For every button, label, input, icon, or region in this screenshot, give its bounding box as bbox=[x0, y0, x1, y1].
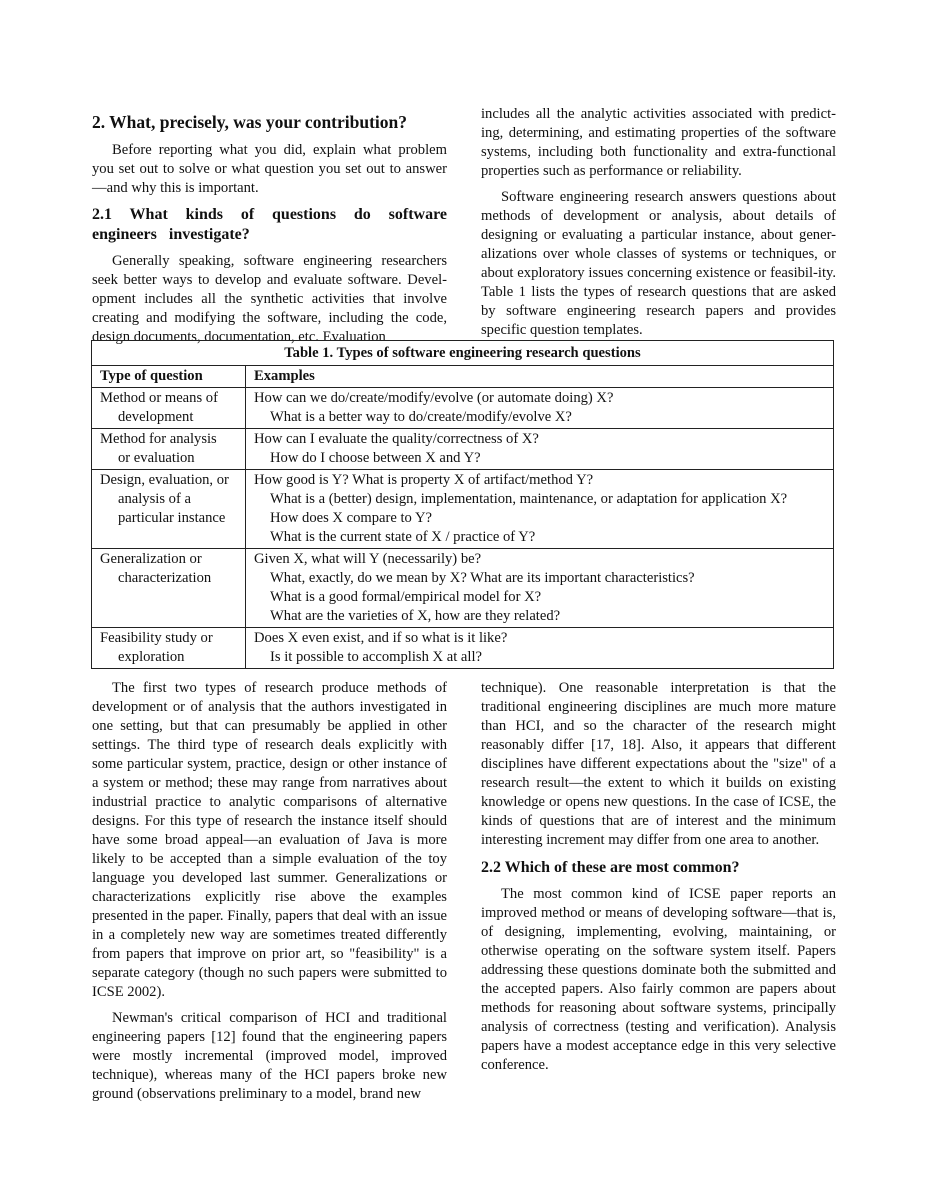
question-type bbox=[92, 549, 246, 628]
type-line: analysis of a bbox=[118, 491, 191, 507]
type-line: characterization bbox=[118, 570, 212, 586]
paragraph: Newman's critical comparison of HCI and traditional engineering papers [12] found that the engineering papers were mostly incremental (improved model, improved technique), whereas many of the HCI papers broke new ground (observations preliminary to a model, brand new bbox=[92, 1010, 447, 1102]
table-row bbox=[92, 429, 834, 470]
research-questions-table bbox=[91, 340, 834, 669]
paragraph: Software engineering research answers questions about methods of development or analysis, about details of designing or evaluating a particular instance, about gener-alizations over whole classes of systems or techniques, or about exploratory issues concerning existence or feasibil-ity. Table 1 lists the types of research questions that are asked by software engineering research papers and provides specific question templates. bbox=[481, 189, 836, 338]
right-column-bottom bbox=[481, 679, 836, 1082]
type-line: Design, evaluation, or bbox=[100, 472, 229, 488]
question-type bbox=[92, 628, 246, 669]
paragraph: The most common kind of ICSE paper reports an improved method or means of developing software—that is, of designing, implementing, evolving, maintaining, or otherwise operating on the software system itself. Papers addressing these questions dominate both the submitted and the accepted papers. Also fairly common are papers about methods for reasoning about software systems, principally analysis of correctness (testing and verification). Analysis papers have a modest acceptance edge in this very selective conference. bbox=[481, 886, 836, 1073]
examples bbox=[246, 388, 834, 429]
type-line: or evaluation bbox=[118, 450, 195, 466]
example-question: Given X, what will Y (necessarily) be? bbox=[254, 551, 482, 567]
example-question: What is a better way to do/create/modify/evolve X? bbox=[270, 409, 572, 425]
example-question: What are the varieties of X, how are they related? bbox=[270, 608, 561, 624]
examples bbox=[246, 429, 834, 470]
examples bbox=[246, 470, 834, 549]
table-row bbox=[92, 549, 834, 628]
column-header: Type of question bbox=[92, 366, 246, 388]
question-type bbox=[92, 429, 246, 470]
example-question: How do I choose between X and Y? bbox=[270, 450, 481, 466]
subsection-heading: 2.2 Which of these are most common? bbox=[481, 859, 740, 876]
type-line: Generalization or bbox=[100, 551, 202, 567]
table-row bbox=[92, 628, 834, 669]
paragraph: technique). One reasonable interpretation is that the traditional engineering disciplines are much more mature than HCI, and so the character of the research might reasonably differ [17, 18]. Also, it appears that different disciplines have different expectations about the "size" of a research result—the extent to which it builds on existing knowledge or opens new questions. In the case of ICSE, the kinds of questions that are of interest and the minimum interesting increment may differ from one area to another. bbox=[481, 680, 836, 848]
section-heading: 2. What, precisely, was your contribution? bbox=[92, 112, 408, 132]
question-type bbox=[92, 388, 246, 429]
examples bbox=[246, 628, 834, 669]
example-question: How does X compare to Y? bbox=[270, 510, 432, 526]
type-line: Method or means of bbox=[100, 390, 218, 406]
left-column-bottom bbox=[92, 679, 447, 1111]
question-type bbox=[92, 470, 246, 549]
paragraph: includes all the analytic activities associated with predict-ing, determining, and estimating properties of the software systems, including both functionality and extra-functional properties such as performance or reliability. bbox=[481, 106, 836, 179]
example-question: What is a (better) design, implementation, maintenance, or adaptation for application X? bbox=[270, 491, 788, 507]
example-question: What is the current state of X / practice of Y? bbox=[270, 529, 536, 545]
example-question: What is a good formal/empirical model for X? bbox=[270, 589, 542, 605]
type-line: exploration bbox=[118, 649, 185, 665]
example-question: How can we do/create/modify/evolve (or automate doing) X? bbox=[254, 390, 614, 406]
column-header: Examples bbox=[246, 366, 834, 388]
table-caption: Table 1. Types of software engineering research questions bbox=[92, 341, 834, 366]
example-question: How good is Y? What is property X of artifact/method Y? bbox=[254, 472, 594, 488]
type-line: development bbox=[118, 409, 194, 425]
paragraph: Generally speaking, software engineering researchers seek better ways to develop and evaluate software. Devel-opment includes all the synthetic activities that involve creating and modifying the software, including the code, design documents, documentation, etc. Evaluation bbox=[92, 253, 447, 345]
type-line: Method for analysis bbox=[100, 431, 217, 447]
example-question: Is it possible to accomplish X at all? bbox=[270, 649, 482, 665]
table-row bbox=[92, 388, 834, 429]
left-column-top bbox=[92, 111, 447, 354]
table-row bbox=[92, 470, 834, 549]
type-line: Feasibility study or bbox=[100, 630, 213, 646]
paragraph: The first two types of research produce methods of development or of analysis that the authors investigated in one setting, but that can presumably be applied in other settings. The third type of research deals explicitly with some particular system, practice, design or other instance of a system or method; these may range from narratives about industrial practice to analytic comparisons of alternative designs. For this type of research the instance itself should have some broad appeal—an evaluation of Java is more likely to be accepted than a simple evaluation of the toy language you developed last summer. Generalizations or characterizations explicitly rise above the examples presented in the paper. Finally, papers that deal with an issue in a completely new way are sometimes treated differently from papers that improve on prior art, so "feasibility" is a separate category (though no such papers were submitted to ICSE 2002). bbox=[92, 680, 447, 1000]
example-question: How can I evaluate the quality/correctness of X? bbox=[254, 431, 539, 447]
example-question: What, exactly, do we mean by X? What are its important characteristics? bbox=[270, 570, 695, 586]
example-question: Does X even exist, and if so what is it like? bbox=[254, 630, 508, 646]
paragraph: Before reporting what you did, explain what problem you set out to solve or what question you set out to answer —and why this is important. bbox=[92, 142, 447, 196]
type-line: particular instance bbox=[118, 510, 226, 526]
examples bbox=[246, 549, 834, 628]
right-column-top bbox=[481, 105, 836, 347]
subsection-heading: 2.1 What kinds of questions do software engineers investigate? bbox=[92, 206, 447, 243]
